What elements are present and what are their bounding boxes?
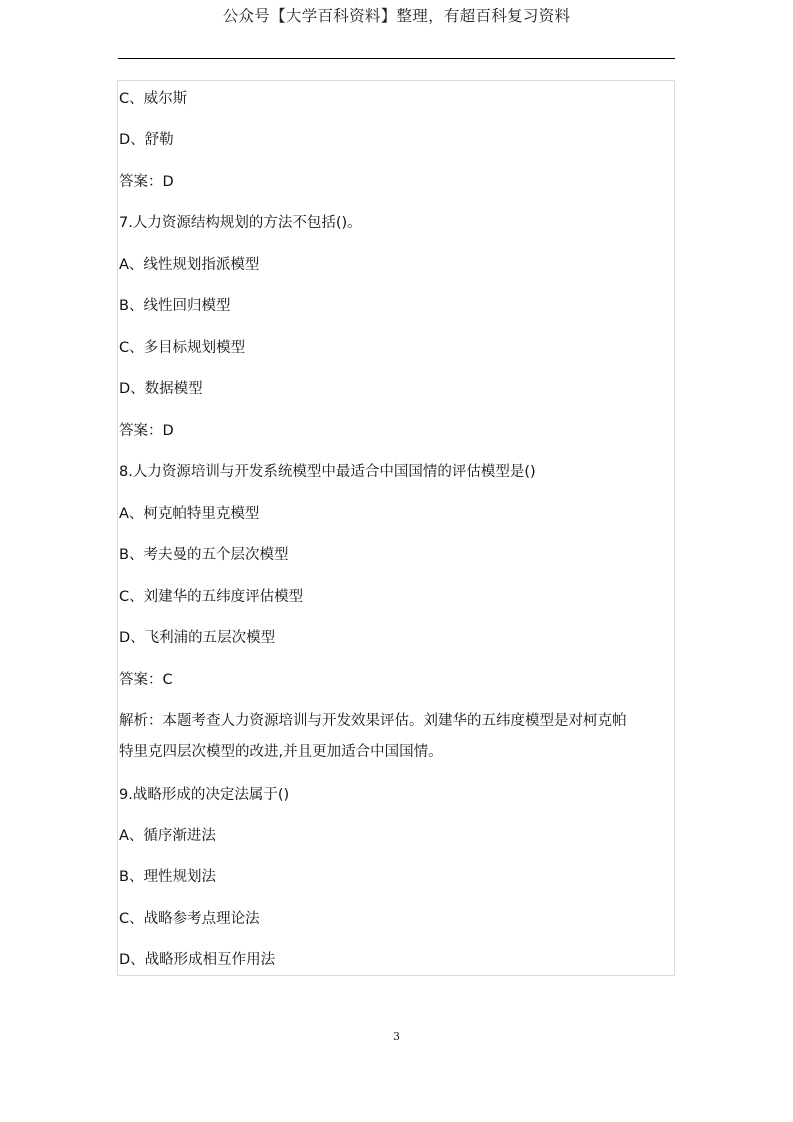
option-a-q9: A、循序渐进法 xyxy=(119,828,216,844)
option-d-q9: D、战略形成相互作用法 xyxy=(119,952,276,968)
question-7: 7.人力资源结构规划的方法不包括()。 xyxy=(119,215,362,231)
question-8: 8.人力资源培训与开发系统模型中最适合中国国情的评估模型是() xyxy=(119,464,536,480)
option-c-q8: C、刘建华的五纬度评估模型 xyxy=(119,589,304,605)
option-a-q8: A、柯克帕特里克模型 xyxy=(119,506,260,522)
option-b-q8: B、考夫曼的五个层次模型 xyxy=(119,547,289,563)
option-c-q9: C、战略参考点理论法 xyxy=(119,911,260,927)
option-d-q7: D、数据模型 xyxy=(119,381,203,397)
answer-q7: 答案：D xyxy=(119,423,174,439)
question-9: 9.战略形成的决定法属于() xyxy=(119,787,290,803)
option-a-q7: A、线性规划指派模型 xyxy=(119,257,260,273)
option-b-q7: B、线性回归模型 xyxy=(119,298,231,314)
option-d-q6: D、舒勒 xyxy=(119,132,174,148)
explanation-q8-line-1: 解析：本题考查人力资源培训与开发效果评估。刘建华的五纬度模型是对柯克帕 xyxy=(119,713,627,729)
header-divider xyxy=(118,58,675,59)
option-c-q7: C、多目标规划模型 xyxy=(119,340,246,356)
explanation-q8-line-2: 特里克四层次模型的改进,并且更加适合中国国情。 xyxy=(119,744,443,760)
option-c-q6: C、威尔斯 xyxy=(119,91,188,107)
page-header-text: 公众号【大学百科资料】整理，有超百科复习资料 xyxy=(222,7,571,25)
answer-q6: 答案：D xyxy=(119,174,174,190)
page-number: 3 xyxy=(393,1030,400,1043)
answer-q8: 答案：C xyxy=(119,672,173,688)
option-d-q8: D、飞利浦的五层次模型 xyxy=(119,630,276,646)
option-b-q9: B、理性规划法 xyxy=(119,869,216,885)
